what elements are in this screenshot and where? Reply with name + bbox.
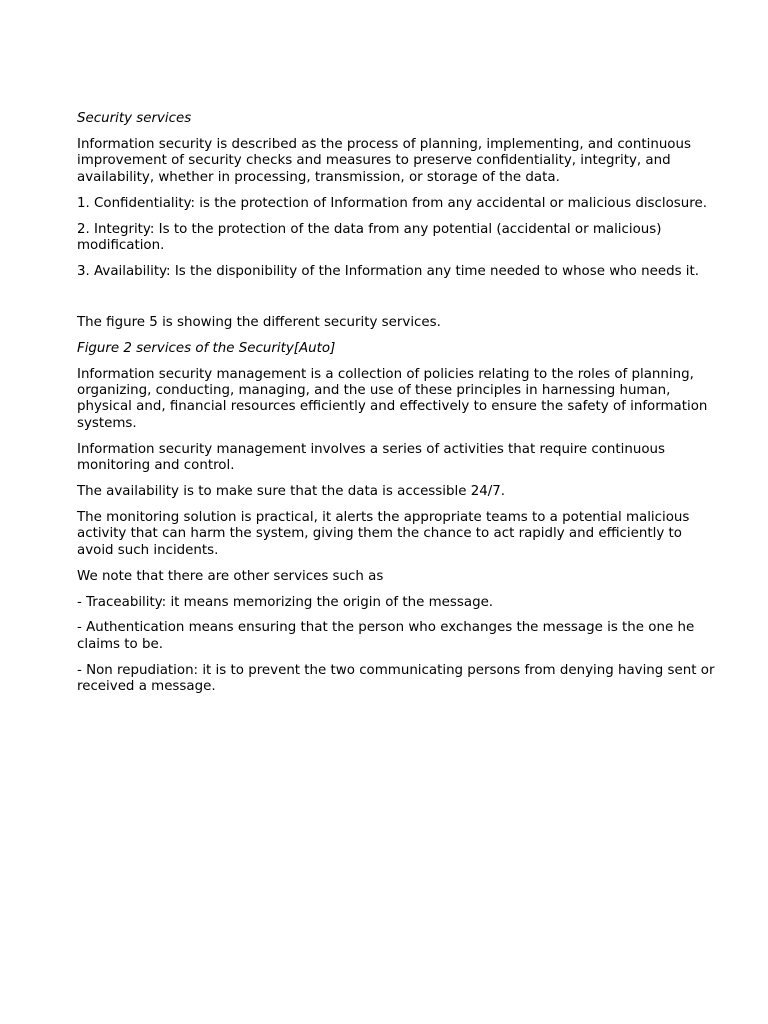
paragraph-monitoring: The monitoring solution is practical, it alerts the appropriate teams to a potential malicious activity that can harm the system, giving them the chance to act rapidly and efficiently to avoid such incidents. <box>77 509 690 558</box>
paragraph-management: Information security management is a collection of policies relating to the roles of planning, organizing, conducting, managing, and the use of these principles in harnessing human, physical and, financial resources efficiently and effectively to ensure the safety of information systems. <box>77 366 708 431</box>
paragraph-other-services: We note that there are other services such as <box>77 568 384 584</box>
service-non-repudiation: - Non repudiation: it is to prevent the two communicating persons from denying having sent or received a message. <box>77 662 715 695</box>
list-item-availability: 3. Availability: Is the disponibility of the Information any time needed to whose who needs it. <box>77 263 700 279</box>
paragraph-activities: Information security management involves a series of activities that require continuous monitoring and control. <box>77 441 666 474</box>
intro-paragraph: Information security is described as the process of planning, implementing, and continuous improvement of security checks and measures to preserve confidentiality, integrity, and availability, whether in processing, transmission, or storage of the data. <box>77 136 691 185</box>
list-item-confidentiality: 1. Confidentiality: is the protection of Information from any accidental or malicious disclosure. <box>77 195 707 211</box>
blank-line <box>77 290 717 315</box>
section-heading: Security services <box>77 111 192 126</box>
list-item-integrity: 2. Integrity: Is to the protection of the data from any potential (accidental or malicious) modification. <box>77 221 662 253</box>
service-traceability: - Traceability: it means memorizing the origin of the message. <box>77 594 494 610</box>
figure-reference: The figure 5 is showing the different security services. <box>77 314 441 330</box>
figure-caption: Figure 2 services of the Security[Auto] <box>77 340 336 356</box>
paragraph-availability: The availability is to make sure that the data is accessible 24/7. <box>77 484 506 499</box>
document-page <box>77 111 717 705</box>
service-authentication: - Authentication means ensuring that the person who exchanges the message is the one he claims to be. <box>77 620 695 652</box>
